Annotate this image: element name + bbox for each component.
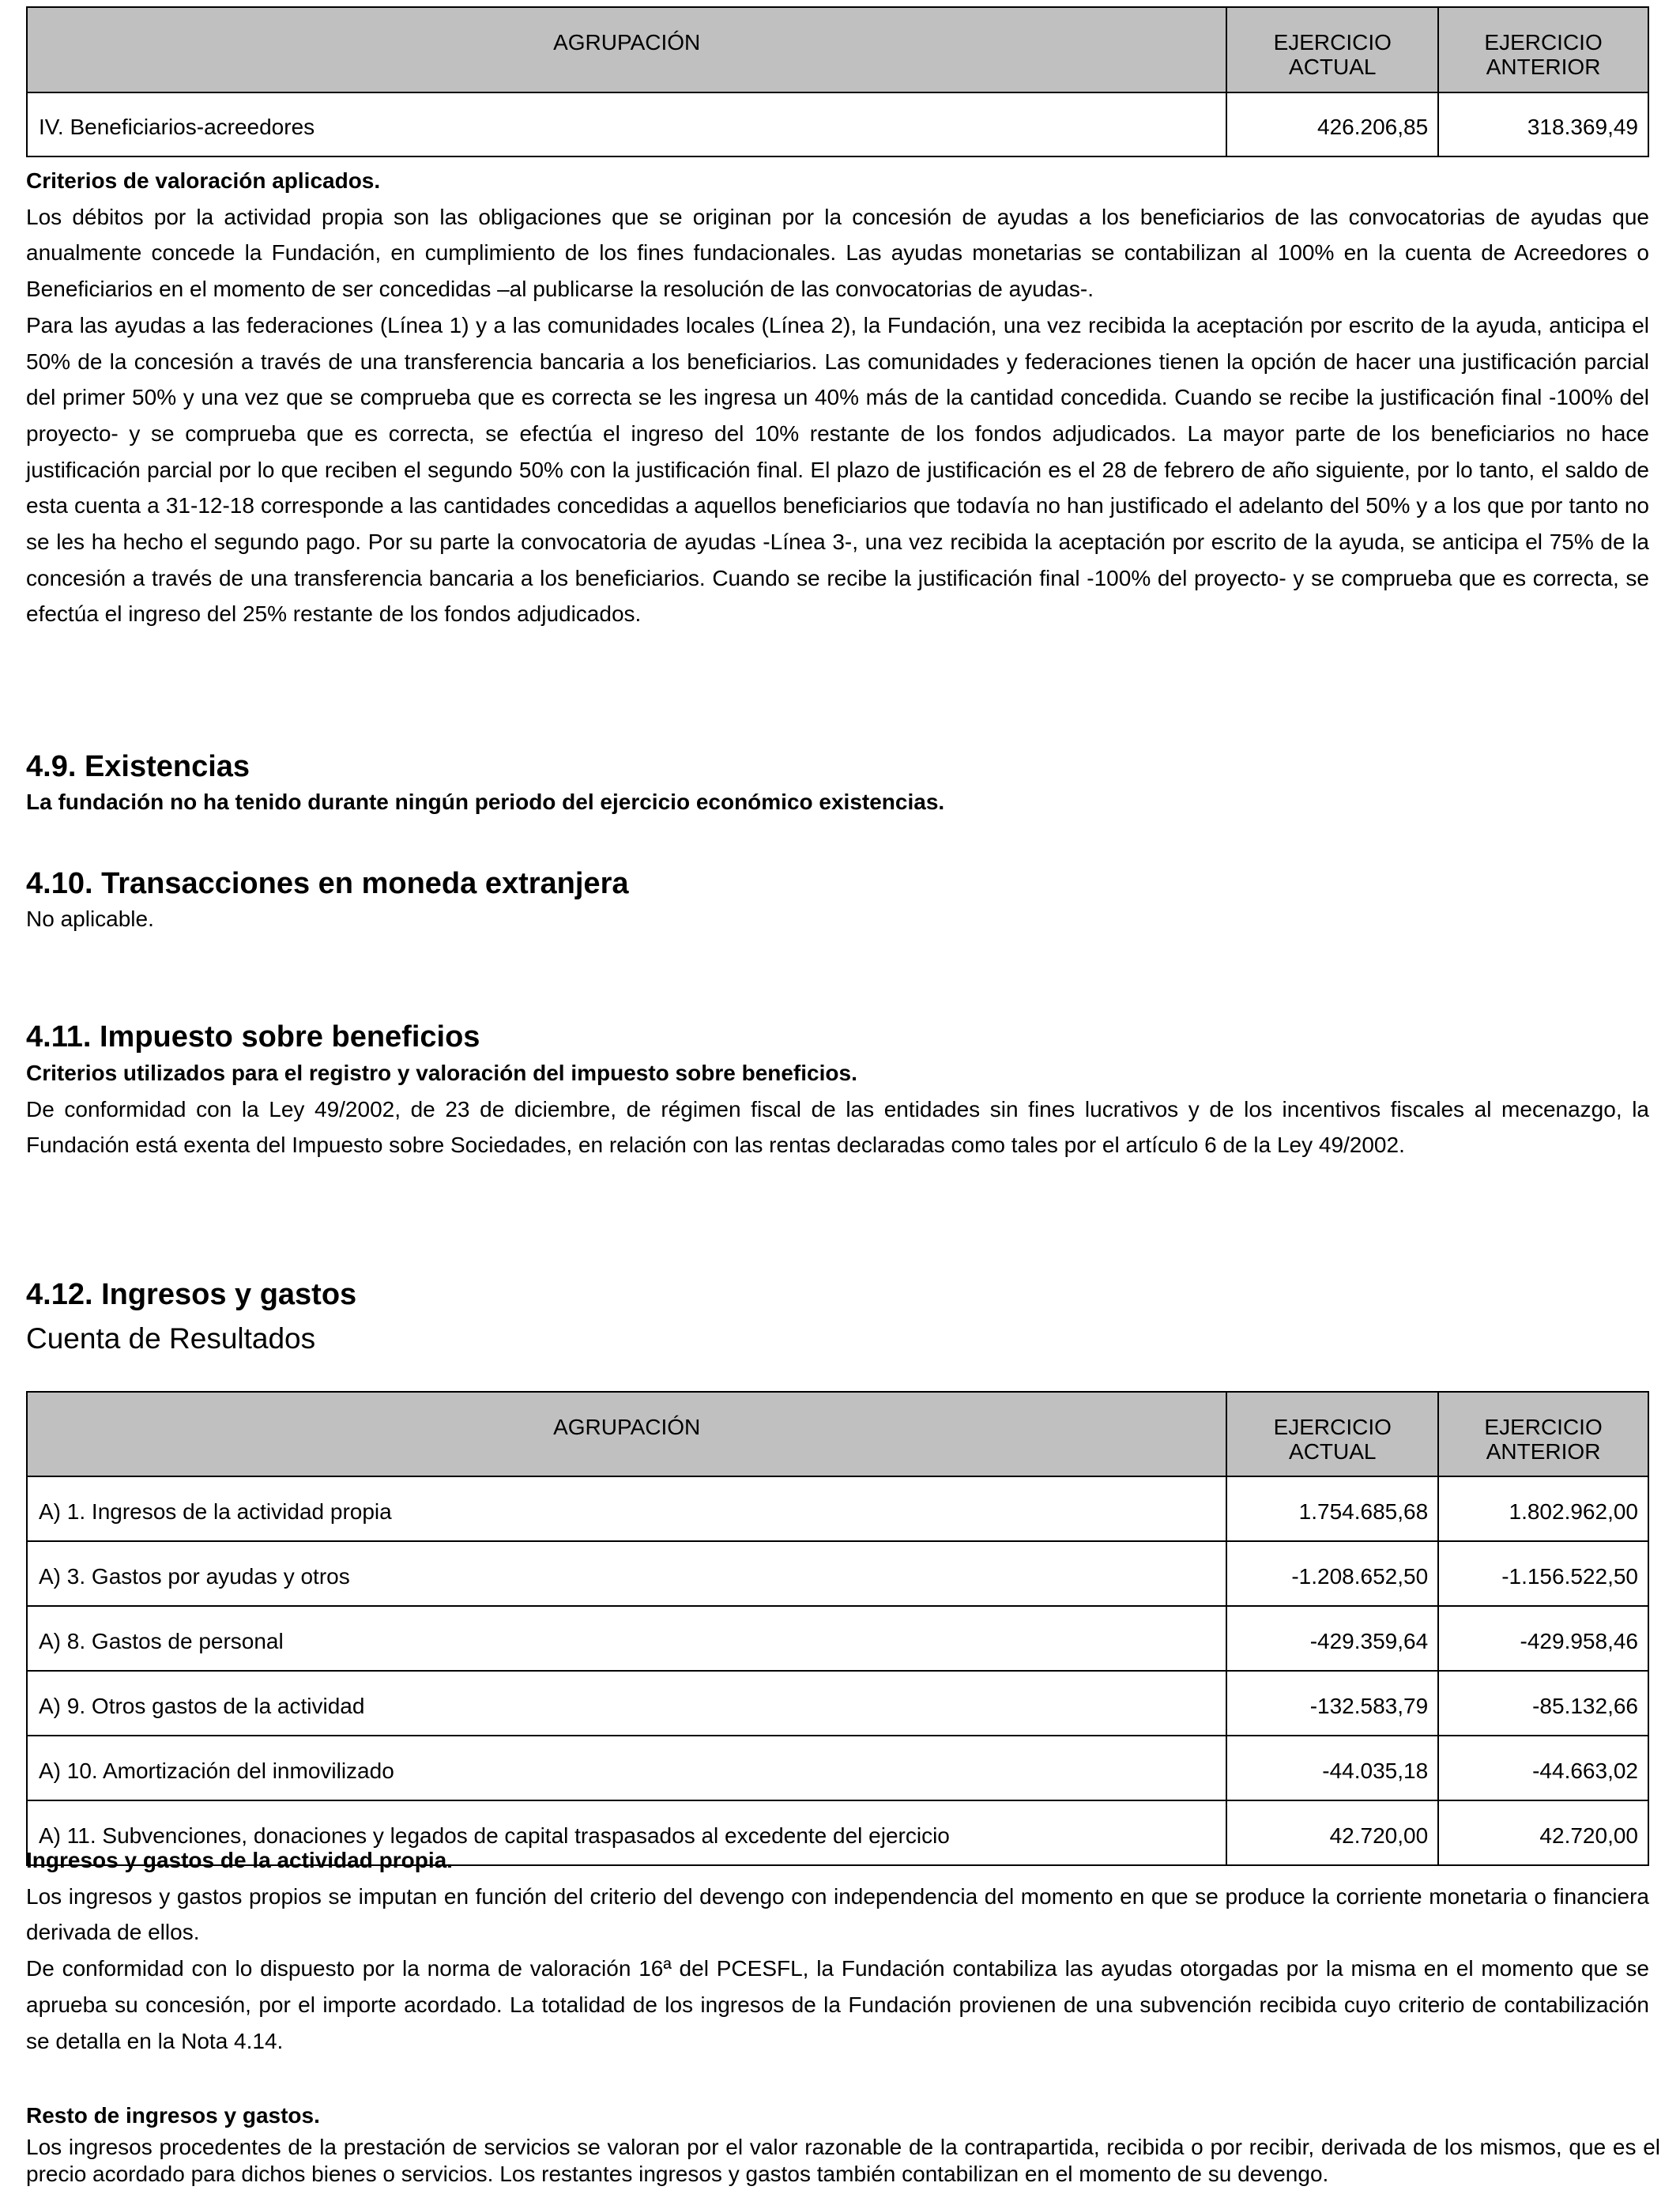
header-actual-line1: EJERCICIO [1273,30,1392,55]
resto-ingresos-paragraph: Los ingresos procedentes de la prestación de servicios se valoran por el valor razonable de la contrapartida, recibida o por recibir, derivada de los mismos, que es el precio acordado para dichos bienes o servicios. Los restantes ingresos y gastos también contabilizan en el momento de su devengo. [26,2134,1660,2186]
row-anterior-value: -429.958,46 [1438,1606,1648,1671]
table-row [27,1541,1648,1606]
row-anterior-value: -1.156.522,50 [1438,1541,1648,1606]
actividad-propia-heading: Ingresos y gastos de la actividad propia. [26,1848,453,1872]
header-ejercicio-anterior [1438,7,1648,92]
section-4-9-text: La fundación no ha tenido durante ningún periodo del ejercicio económico existencias. [26,790,945,814]
row-anterior-value: 1.802.962,00 [1438,1476,1648,1541]
table-row [27,1606,1648,1671]
section-4-10-title: 4.10. Transacciones en moneda extranjera [26,867,629,900]
section-4-11-title: 4.11. Impuesto sobre beneficios [26,1020,480,1054]
row-actual-value: -44.035,18 [1226,1736,1438,1800]
section-4-12-subtitle: Cuenta de Resultados [26,1322,316,1355]
beneficiarios-table [26,6,1649,157]
row-actual-value: -1.208.652,50 [1226,1541,1438,1606]
header-actual-line1: EJERCICIO [1273,1415,1392,1439]
row-actual-value: -132.583,79 [1226,1671,1438,1736]
row-anterior-value: -44.663,02 [1438,1736,1648,1800]
header-agrupacion: AGRUPACIÓN [27,7,1226,92]
table-row [27,1671,1648,1736]
criterios-paragraph-1: Los débitos por la actividad propia son las obligaciones que se originan por la concesión de ayudas a los beneficiarios de las convocatorias de ayudas que anualmente concede la Fundación, en cumplimiento de los fines fundacionales. Las ayudas monetarias se contabilizan al 100% en la cuenta de Acreedores o Beneficiarios en el momento de ser concedidas –al publicarse la resolución de las convocatorias de ayudas-. [26,204,1649,302]
cuenta-resultados-table [26,1391,1649,1866]
actividad-propia-paragraph-1: Los ingresos y gastos propios se imputan en función del criterio del devengo con independencia del momento en que se produce la corriente monetaria o financiera derivada de ellos. [26,1883,1649,1945]
criterios-paragraph-2: Para las ayudas a las federaciones (Línea 1) y a las comunidades locales (Línea 2), la Fundación, una vez recibida la aceptación por escrito de la ayuda, anticipa el 50% de la concesión a través de una transferencia bancaria a los beneficiarios. Las comunidades y federaciones tienen la opción de hacer una justificación parcial del primer 50% y una vez que se comprueba que es correcta se les ingresa un 40% más de la cantidad concedida. Cuando se recibe la justificación final -100% del proyecto- y se comprueba que es correcta, se efectúa el ingreso del 10% restante de los fondos adjudicados. La mayor parte de los beneficiarios no hace justificación parcial por lo que reciben el segundo 50% con la justificación final. El plazo de justificación es el 28 de febrero de año siguiente, por lo tanto, el saldo de esta cuenta a 31-12-18 corresponde a las cantidades concedidas a aquellos beneficiarios que todavía no han justificado el adelanto del 50% y a los que por tanto no se les ha hecho el segundo pago. Por su parte la convocatoria de ayudas -Línea 3-, una vez recibida la aceptación por escrito de la ayuda, se anticipa el 75% de la concesión a través de una transferencia bancaria a los beneficiarios. Cuando se recibe la justificación final -100% del proyecto- y se comprueba que es correcta, se efectúa el ingreso del 25% restante de los fondos adjudicados. [26,312,1649,627]
row-actual-value: 1.754.685,68 [1226,1476,1438,1541]
resto-ingresos-section [26,2098,1660,2188]
actividad-propia-section [26,1842,1649,2059]
table-row [27,1736,1648,1800]
row-label: IV. Beneficiarios-acreedores [27,92,1226,156]
row-label: A) 9. Otros gastos de la actividad [27,1671,1226,1736]
header-actual-line2: ACTUAL [1289,1439,1377,1464]
header-actual-line2: ACTUAL [1289,55,1377,79]
header-ejercicio-actual [1226,1392,1438,1476]
table-header-row [27,1392,1648,1476]
section-4-9-title: 4.9. Existencias [26,750,250,783]
actividad-propia-paragraph-2: De conformidad con lo dispuesto por la norma de valoración 16ª del PCESFL, la Fundación contabiliza las ayudas otorgadas por la misma en el momento que se aprueba su concesión, por el importe acordado. La totalidad de los ingresos de la Fundación provienen de una subvención recibida cuyo criterio de contabilización se detalla en la Nota 4.14. [26,1956,1649,2053]
criterios-heading: Criterios de valoración aplicados. [26,168,381,193]
table-header-row [27,7,1648,92]
criterios-section [26,163,1649,632]
row-label: A) 1. Ingresos de la actividad propia [27,1476,1226,1541]
header-anterior-line1: EJERCICIO [1484,30,1603,55]
table-row [27,92,1648,156]
section-4-11-text: De conformidad con la Ley 49/2002, de 23 de diciembre, de régimen fiscal de las entidades sin fines lucrativos y de los incentivos fiscales al mecenazgo, la Fundación está exenta del Impuesto sobre Sociedades, en relación con las rentas declaradas como tales por el artículo 6 de la Ley 49/2002. [26,1096,1649,1158]
row-actual-value: -429.359,64 [1226,1606,1438,1671]
header-agrupacion: AGRUPACIÓN [27,1392,1226,1476]
row-label: A) 11. Subvenciones, donaciones y legados de capital traspasados al excedente del ejercicio [27,1800,1226,1865]
section-4-11-body [26,1055,1649,1163]
header-anterior-line2: ANTERIOR [1486,55,1601,79]
row-label: A) 3. Gastos por ayudas y otros [27,1541,1226,1606]
row-anterior-value: 318.369,49 [1438,92,1648,156]
section-4-10-text: No aplicable. [26,907,154,931]
header-anterior-line2: ANTERIOR [1486,1439,1601,1464]
header-ejercicio-actual [1226,7,1438,92]
row-label: A) 8. Gastos de personal [27,1606,1226,1671]
table-row [27,1476,1648,1541]
resto-ingresos-heading: Resto de ingresos y gastos. [26,2103,320,2128]
row-anterior-value: 42.720,00 [1438,1800,1648,1865]
header-ejercicio-anterior [1438,1392,1648,1476]
row-actual-value: 426.206,85 [1226,92,1438,156]
row-actual-value: 42.720,00 [1226,1800,1438,1865]
row-label: A) 10. Amortización del inmovilizado [27,1736,1226,1800]
section-4-11-subheading: Criterios utilizados para el registro y valoración del impuesto sobre beneficios. [26,1061,857,1085]
row-anterior-value: -85.132,66 [1438,1671,1648,1736]
section-4-12-title: 4.12. Ingresos y gastos [26,1278,357,1311]
header-anterior-line1: EJERCICIO [1484,1415,1603,1439]
